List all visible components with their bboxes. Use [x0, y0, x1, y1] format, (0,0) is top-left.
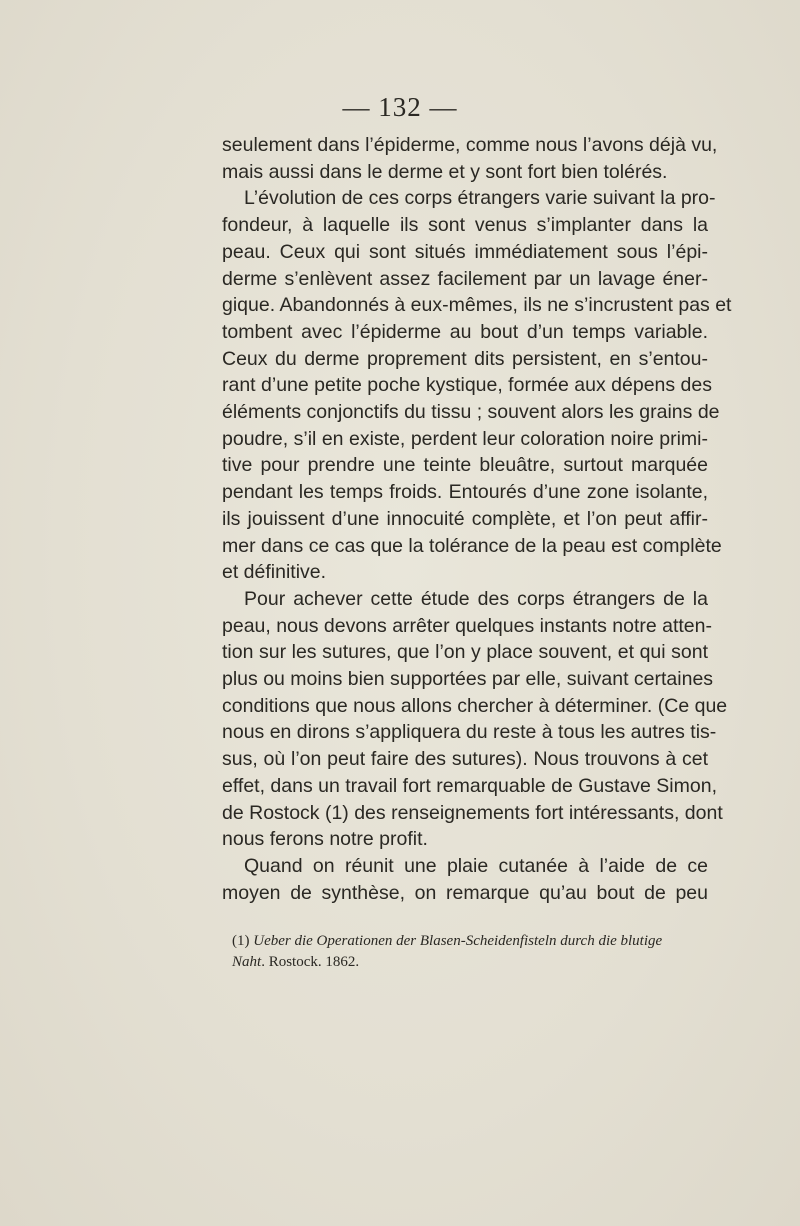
text-line: peau, nous devons arrêter quelques instants notre atten-	[222, 614, 712, 637]
text-line: rant d’une petite poche kystique, formée aux dépens des	[222, 374, 712, 397]
text-line: de Rostock (1) des renseignements fort intéressants, dont	[222, 801, 723, 824]
text-line: et définitive.	[222, 561, 327, 584]
text-line: poudre, s’il en existe, perdent leur coloration noire primi-	[222, 427, 708, 450]
text-line: peau. Ceux qui sont situés immédiatement sous l’épi-	[222, 240, 708, 263]
text-line: nous ferons notre profit.	[222, 828, 428, 851]
text-line: ils jouissent d’une innocuité complète, et l’on peut affir-	[222, 507, 708, 530]
footnote	[232, 931, 708, 973]
footnote-title-end: Naht	[232, 954, 262, 970]
footnote-line-1	[232, 931, 708, 952]
page-body-text	[222, 132, 732, 906]
text-line: mer dans ce cas que la tolérance de la peau est complète	[222, 534, 722, 557]
page-number: — 132 —	[342, 92, 458, 122]
text-line: gique. Abandonnés à eux-mêmes, ils ne s’incrustent pas et	[222, 294, 732, 317]
text-line: effet, dans un travail fort remarquable de Gustave Simon,	[222, 774, 717, 797]
text-line: sus, où l’on peut faire des sutures). Nous trouvons à cet	[222, 748, 708, 771]
text-line: nous en dirons s’appliquera du reste à tous les autres tis-	[222, 721, 717, 744]
text-line: plus ou moins bien supportées par elle, suivant certaines	[222, 668, 714, 691]
text-line: tion sur les sutures, que l’on y place souvent, et qui sont	[222, 641, 708, 664]
text-line: tive pour prendre une teinte bleuâtre, surtout marquée	[222, 454, 708, 477]
text-line: fondeur, à laquelle ils sont venus s’implanter dans la	[222, 214, 708, 237]
text-line: L’évolution de ces corps étrangers varie suivant la pro-	[244, 187, 716, 210]
footnote-source: . Rostock. 1862.	[261, 954, 360, 970]
footnote-line-2	[232, 952, 708, 973]
text-line: mais aussi dans le derme et y sont fort bien tolérés.	[222, 160, 668, 183]
text-line: Quand on réunit une plaie cutanée à l’aide de ce	[244, 854, 708, 877]
footnote-title: Ueber die Operationen der Blasen-Scheidenfisteln durch die blutige	[253, 933, 663, 949]
text-line: Ceux du derme proprement dits persistent, en s’entou-	[222, 347, 708, 370]
text-line: moyen de synthèse, on remarque qu’au bout de peu	[222, 881, 708, 904]
text-line: éléments conjonctifs du tissu ; souvent alors les grains de	[222, 401, 720, 424]
text-line: conditions que nous allons chercher à déterminer. (Ce que	[222, 694, 728, 717]
text-line: pendant les temps froids. Entourés d’une zone isolante,	[222, 481, 708, 504]
text-line: Pour achever cette étude des corps étrangers de la	[244, 587, 708, 610]
text-line: derme s’enlèvent assez facilement par un lavage éner-	[222, 267, 708, 290]
text-line: tombent avec l’épiderme au bout d’un temps variable.	[222, 320, 708, 343]
text-line: seulement dans l’épiderme, comme nous l’avons déjà vu,	[222, 134, 718, 156]
footnote-marker: (1)	[232, 933, 250, 949]
